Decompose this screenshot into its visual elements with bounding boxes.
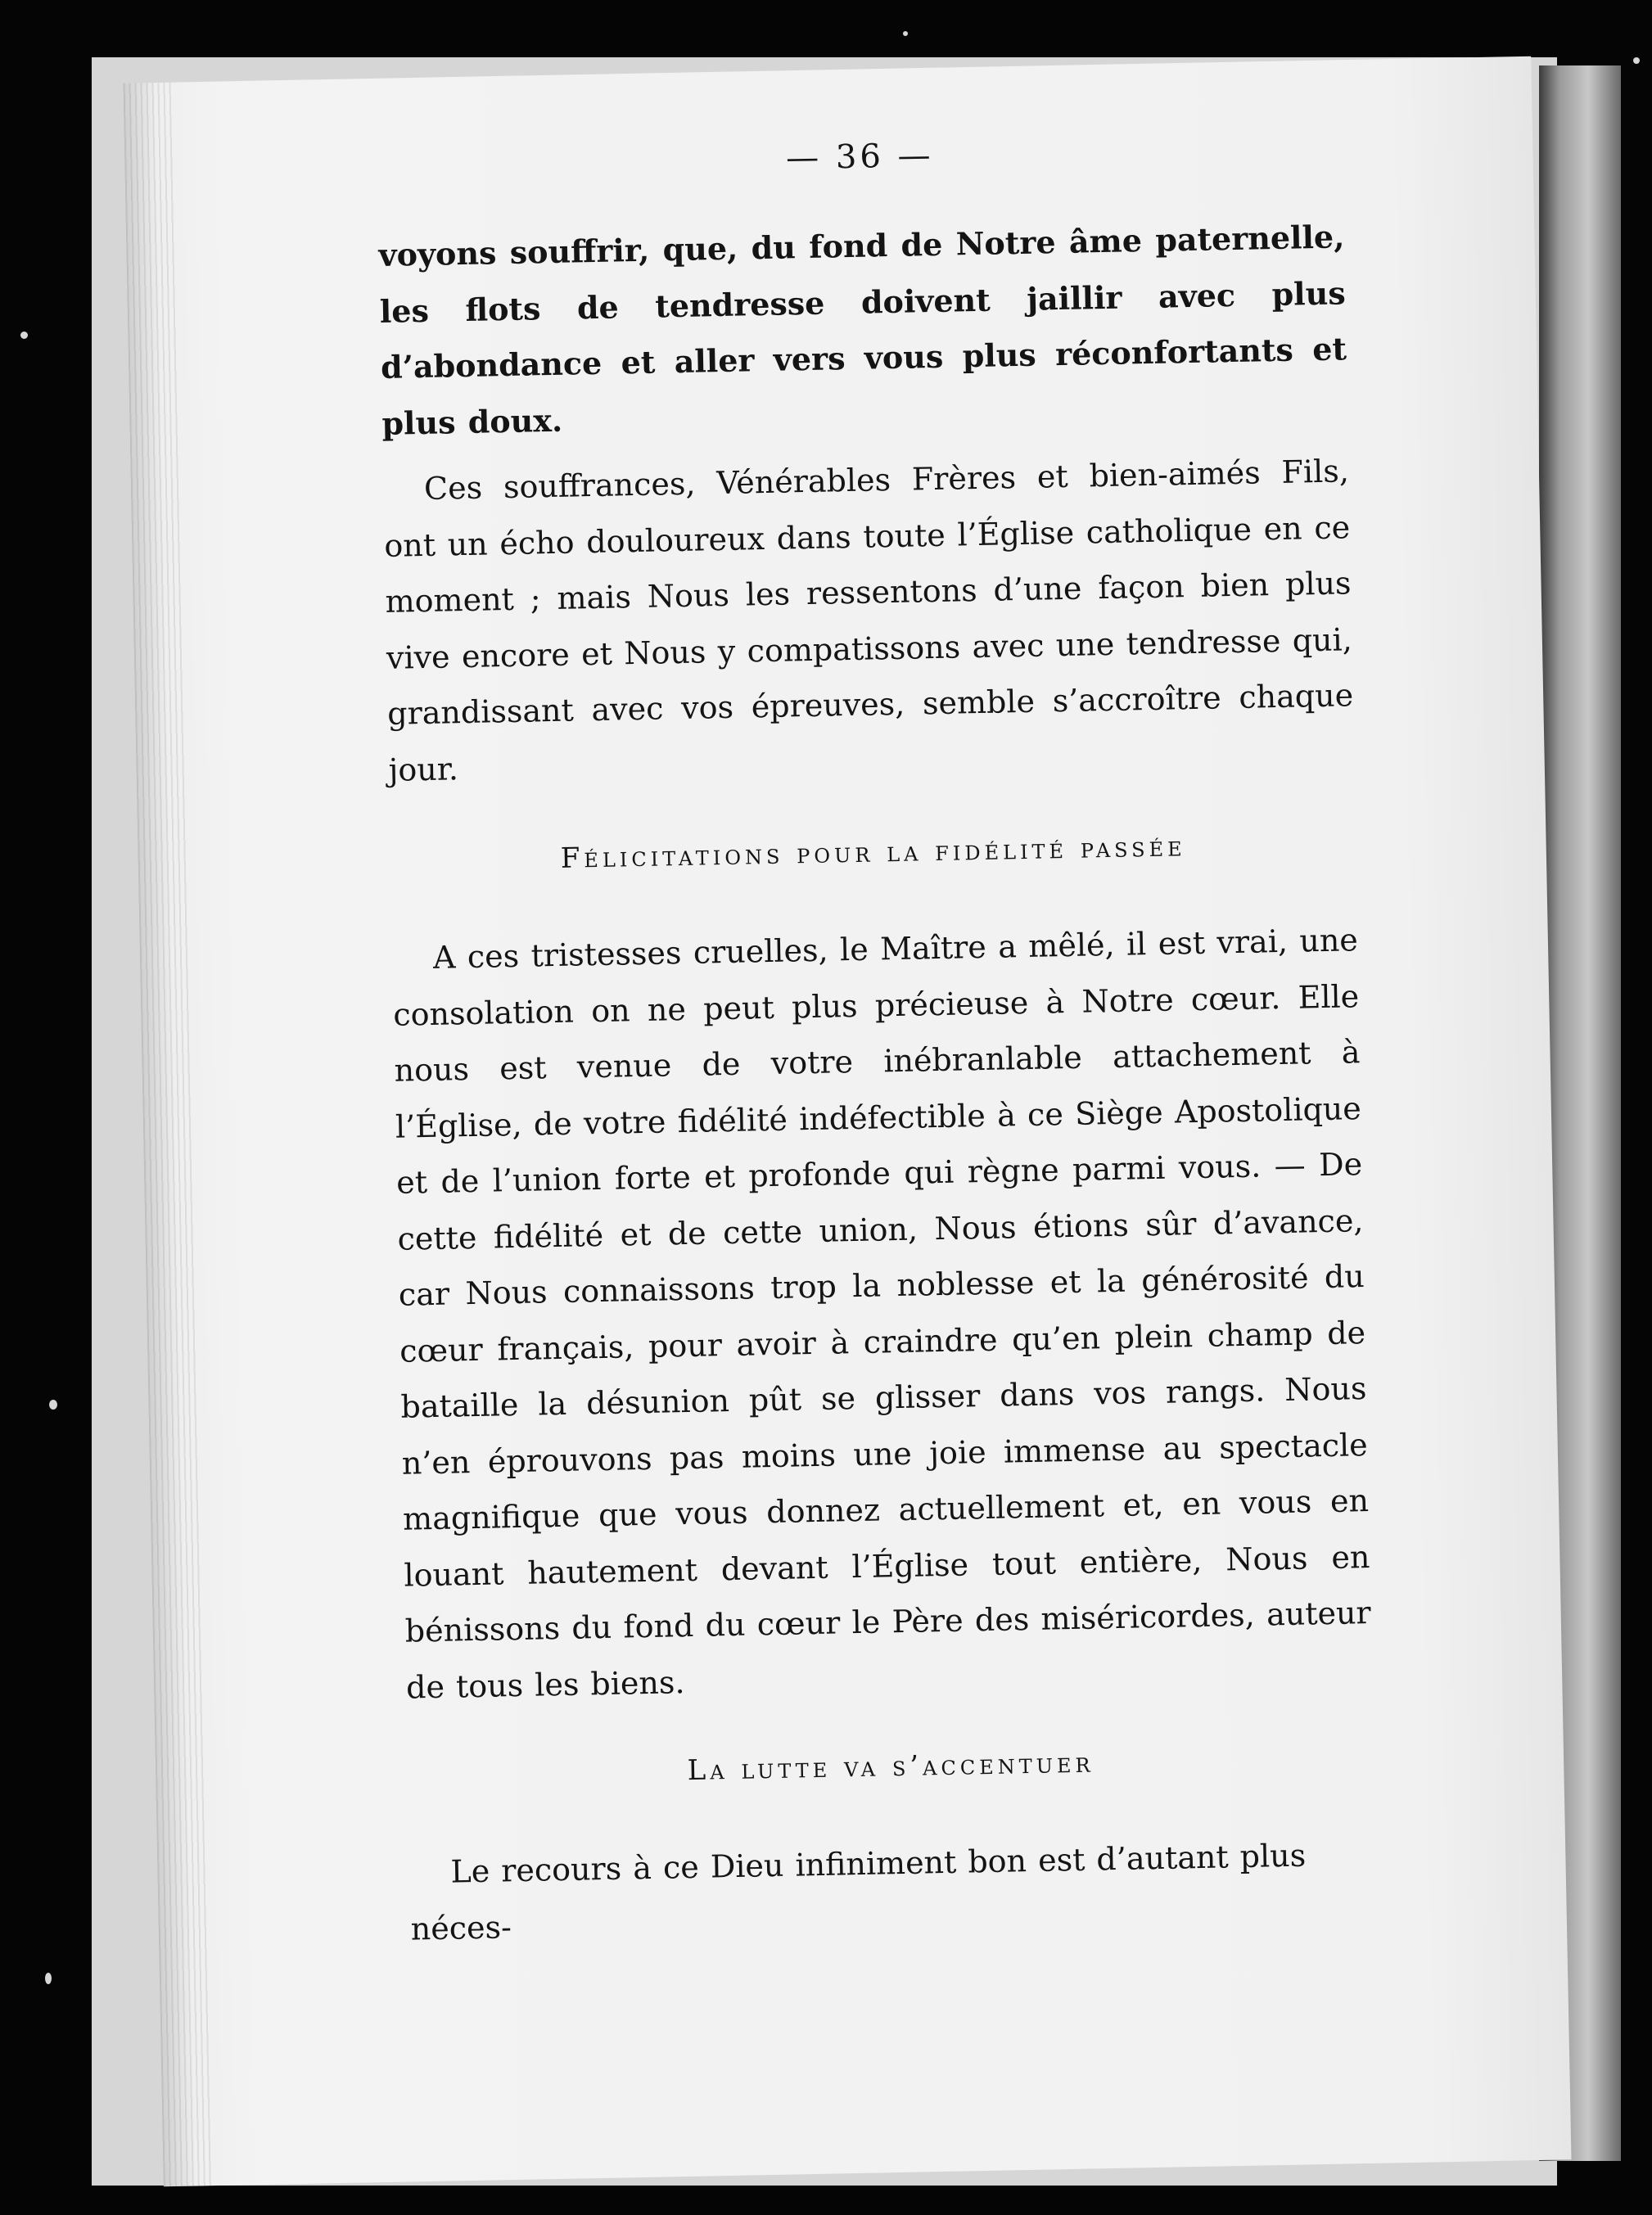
scan-speck bbox=[1633, 57, 1640, 64]
scan-speck bbox=[20, 332, 28, 339]
scan-speck bbox=[45, 1973, 52, 1984]
paragraph-2: Ces souffrances, Vénérables Frères et bien-aimés Fils, ont un écho douloureux dans toute l’Église catholique en ce moment ; mais Nous les ressentons d’une façon bien plus vive encore et Nous y compatissons avec une tendresse qui, grandissant avec vos épreuves, semble s’accroître chaque jour. bbox=[383, 453, 1354, 788]
page-text bbox=[377, 129, 1377, 1956]
section-heading-lutte: La lutte va s’accentuer bbox=[687, 1746, 1095, 1788]
scan-speck bbox=[903, 31, 908, 36]
paragraph-4: Le recours à ce Dieu infiniment bon est d’autant plus néces- bbox=[410, 1837, 1307, 1947]
scan-speck bbox=[49, 1400, 57, 1410]
page-number: — 36 — bbox=[785, 136, 934, 178]
paragraph-3: A ces tristesses cruelles, le Maître a mêlé, il est vrai, une consolation on ne peut plus précieuse à Notre cœur. Elle nous est venue de votre inébranlable attachement à l’Église, de votre fidélité indéfectible à ce Siège Apostolique et de l’union forte et profonde qui règne parmi vous. — De cette fidélité et de cette union, Nous étions sûr d’avance, car Nous connaissons trop la noblesse et la générosité du cœur français, pour avoir à craindre qu’en plein champ de bataille la désunion pût se glisser dans vos rangs. Nous n’en éprouvons pas moins une joie immense au spectacle magnifique que vous donnez actuellement et, en vous en louant hautement devant l’Église tout entière, Nous en bénissons du fond du cœur le Père des miséricordes, auteur de tous les biens. bbox=[392, 922, 1372, 1706]
paragraph-1: voyons souffrir, que, du fond de Notre âme paternelle, les flots de tendresse doivent jaillir avec plus d’abondance et aller vers vous plus réconfortants et plus doux. bbox=[378, 218, 1347, 442]
section-heading-felicitations: Félicitations pour la fidélité passée bbox=[560, 830, 1186, 875]
